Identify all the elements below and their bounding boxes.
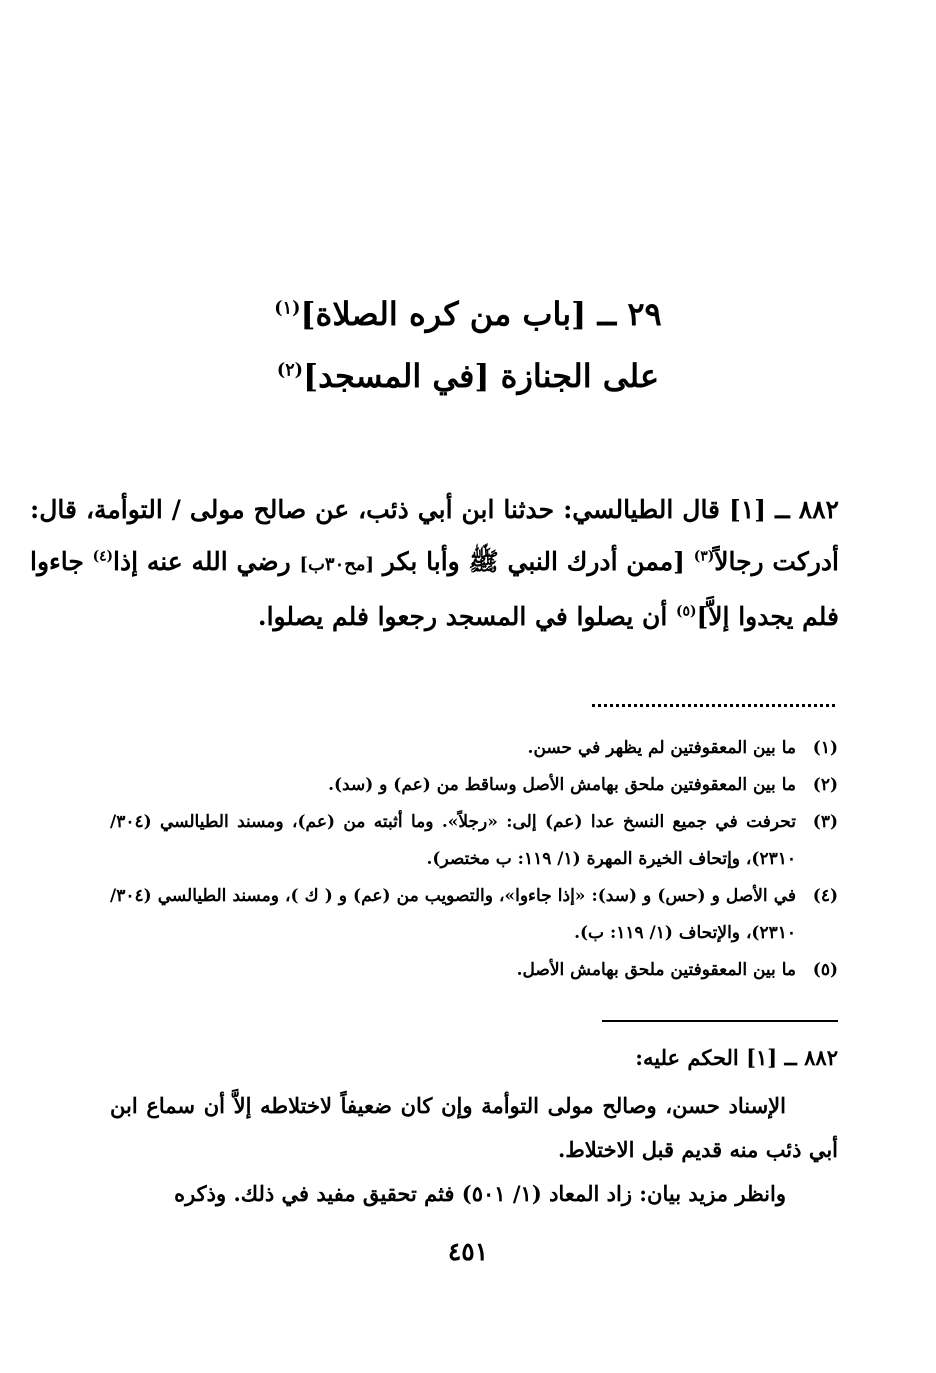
hadith-segment: ٨٨٢ ــ [١] قال الطيالسي: حدثنا ابن أبي ذئب، عن صالح مولى / التوأمة، قال: أدركت رجالاً xyxy=(30,495,839,576)
hadith-segment: رضي الله عنه إذا xyxy=(113,547,300,576)
margin-reference: [مح٣٠ب] xyxy=(299,554,375,575)
footnote-item xyxy=(110,730,838,767)
commentary-separator xyxy=(602,1020,838,1022)
hadith-text xyxy=(30,484,839,643)
page-number: ٤٥١ xyxy=(447,1237,489,1266)
footnote-ref: (١) xyxy=(274,297,301,319)
footnote-ref: (٢) xyxy=(276,359,303,381)
footnote-number: (٤) xyxy=(812,886,838,906)
ruling-paragraph: وانظر مزيد بيان: زاد المعاد (١/ ٥٠١) فثم تحقيق مفيد في ذلك. وذكره xyxy=(174,1181,786,1206)
ruling-section xyxy=(110,1036,838,1216)
footnote-ref: (٣) xyxy=(693,548,715,565)
footnotes-list xyxy=(110,730,838,989)
footnote-item xyxy=(110,767,838,804)
footnote-text: ما بين المعقوفتين ملحق بهامش الأصل. xyxy=(516,960,796,980)
footnote-item xyxy=(110,952,838,989)
chapter-heading-text: على الجنازة [في المسجد] xyxy=(303,357,660,395)
footnote-item xyxy=(110,804,838,878)
footnote-ref: (٥) xyxy=(676,603,697,620)
hadith-segment: جاءوا فلم يجدوا إلاَّ] xyxy=(30,547,839,631)
footnote-number: (٢) xyxy=(812,775,838,795)
chapter-heading-line-1 xyxy=(0,295,936,333)
hadith-segment: [ممن أدرك النبي ﷺ وأبا بكر xyxy=(374,547,694,576)
ruling-title: ٨٨٢ ــ [١] الحكم عليه: xyxy=(635,1045,838,1070)
ruling-paragraph: الإسناد حسن، وصالح مولى التوأمة وإن كان ضعيفاً لاختلاطه إلاَّ أن سماع ابن أبي ذئب منه قديم قبل الاختلاط. xyxy=(110,1093,838,1162)
hadith-segment: أن يصلوا في المسجد رجعوا فلم يصلوا. xyxy=(257,602,677,631)
footnote-text: ما بين المعقوفتين لم يظهر في حسن. xyxy=(527,738,796,758)
footnote-number: (٣) xyxy=(812,812,838,832)
chapter-heading-line-2 xyxy=(0,357,936,395)
footnote-separator xyxy=(592,704,835,707)
chapter-heading-text: ٢٩ ــ [باب من كره الصلاة] xyxy=(300,295,662,333)
footnote-text: ما بين المعقوفتين ملحق بهامش الأصل وساقط من (عم) و (سد). xyxy=(328,775,796,795)
footnote-text: في الأصل و (حس) و (سد): «إذا جاءوا»، والتصويب من (عم) و ( ك )، ومسند الطيالسي (٣٠٤/ ٢٣١٠)، والإتحاف (١/ ١١٩: ب). xyxy=(110,886,796,943)
footnote-number: (٥) xyxy=(812,960,838,980)
footnote-text: تحرفت في جميع النسخ عدا (عم) إلى: «رجلاً». وما أثبته من (عم)، ومسند الطيالسي (٣٠٤/ ٢٣١٠)، وإتحاف الخيرة المهرة (١/ ١١٩: ب مختصر). xyxy=(110,812,796,869)
footnote-item xyxy=(110,878,838,952)
footnote-number: (١) xyxy=(812,738,838,758)
footnote-ref: (٤) xyxy=(92,548,114,565)
